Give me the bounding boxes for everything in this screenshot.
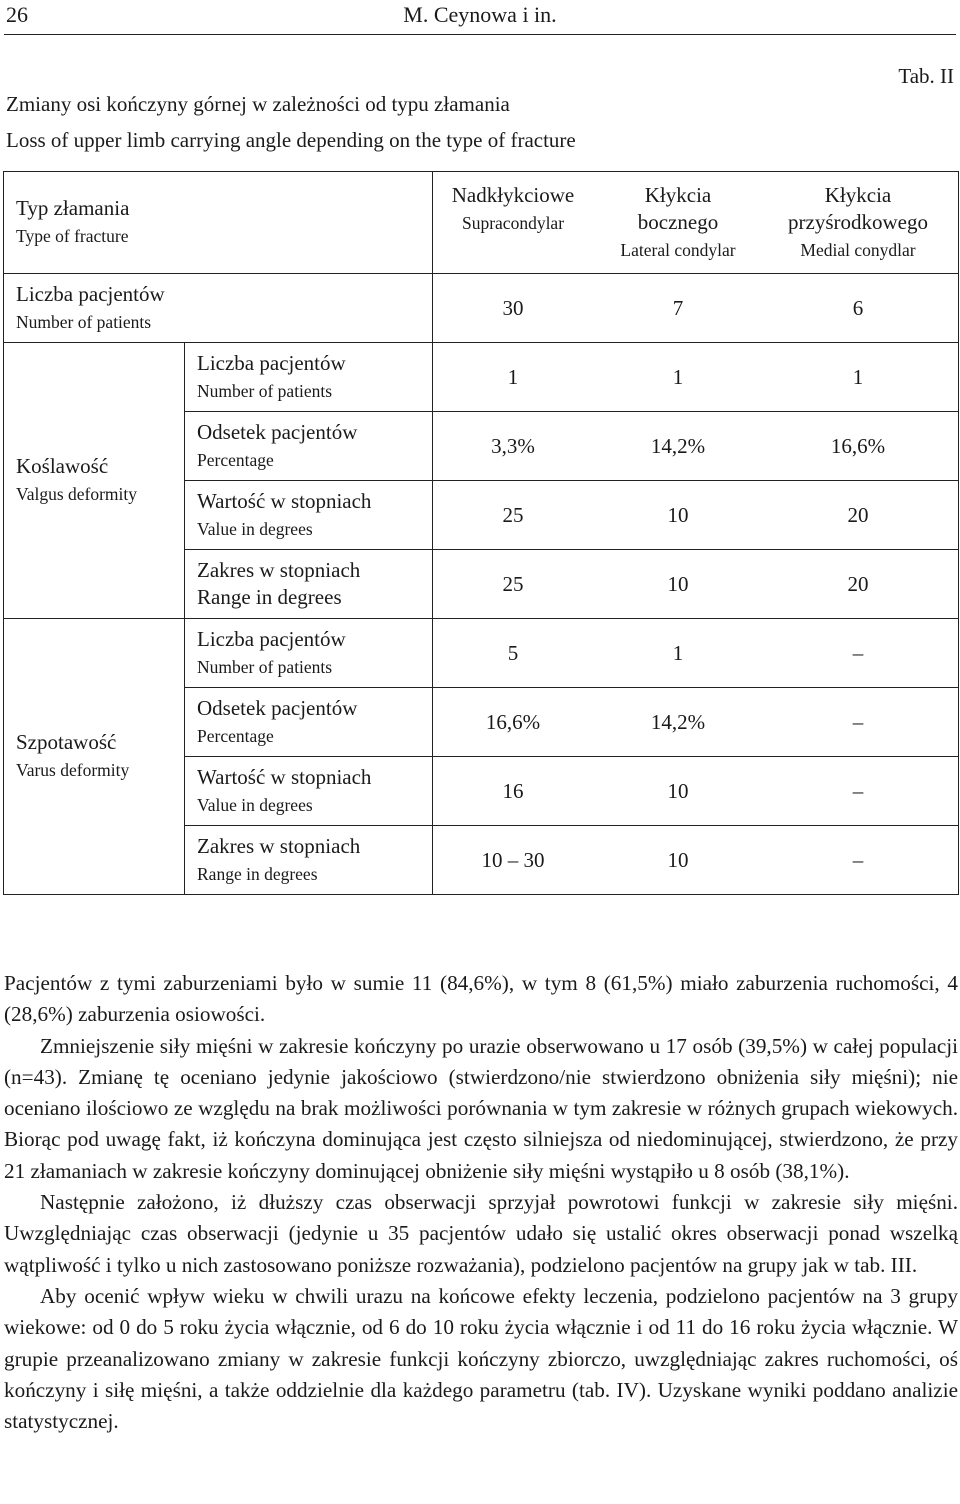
row-label: Zakres w stopniach Range in degrees bbox=[185, 826, 433, 895]
table-row bbox=[4, 619, 959, 688]
paragraph: Pacjentów z tymi zaburzeniami było w sumie 11 (84,6%), w tym 8 (61,5%) miało zaburzenia ruchomości, 4 (28,6%) zaburzenia osiowości. bbox=[4, 971, 958, 1027]
col-header-medial: Kłykcia przyśrodkowego Medial conydlar bbox=[788, 182, 928, 260]
row-label: Wartość w stopniach Value in degrees bbox=[185, 757, 433, 826]
row-values: 1 1 1 bbox=[433, 343, 959, 412]
row-values: 3,3% 14,2% 16,6% bbox=[433, 412, 959, 481]
col-header-supracondylar: Nadkłykciowe Supracondylar bbox=[451, 182, 575, 233]
total-label: Liczba pacjentów Number of patients bbox=[4, 274, 433, 343]
total-values: 30 7 6 bbox=[433, 274, 959, 343]
table-row-total bbox=[4, 274, 959, 343]
row-values: 10 – 30 10 – bbox=[433, 826, 959, 895]
page-number: 26 bbox=[6, 2, 28, 27]
table-caption-en: Loss of upper limb carrying angle depending on the type of fracture bbox=[6, 128, 576, 152]
paragraph: Aby ocenić wpływ wieku w chwili urazu na końcowe efekty leczenia, podzielono pacjentów na 3 grupy wiekowe: od 0 do 5 roku życia włącznie, od 6 do 10 roku życia włącznie i od 11 do 16 roku życia włącznie. W grupie przeanalizowano zmiany w zakresie funkcji kończyny zbiorczo, uwzględniając zakres ruchomości, oś kończyny i siłę mięśni, a także oddzielnie dla każdego parametru (tab. IV). Uzyskane wyniki poddano analizie statystycznej. bbox=[4, 1283, 958, 1434]
valgus-group-label: Koślawość Valgus deformity bbox=[4, 343, 185, 619]
table-caption-pl: Zmiany osi kończyny górnej w zależności od typu złamania bbox=[6, 92, 510, 116]
row-label: Odsetek pacjentów Percentage bbox=[185, 688, 433, 757]
type-of-fracture-header: Typ złamania Type of fracture bbox=[4, 172, 433, 274]
paragraph: Zmniejszenie siły mięśni w zakresie kończyny po urazie obserwowano u 17 osób (39,5%) w całej populacji (n=43). Zmianę tę oceniano jedynie jakościowo (stwierdzono/nie stwierdzono obniżenia siły mięśni); nie oceniano ilościowo ze względu na brak możliwości porównania w tym zakresie w różnych grupach wiekowych. Biorąc pod uwagę fakt, iż kończyna dominująca jest często silniejsza od niedominującej, stwierdzono, że przy 21 złamaniach w zakresie kończyny dominującej obniżenie siły mięśni wystąpiło u 8 osób (38,1%). bbox=[4, 1033, 958, 1183]
table-row bbox=[4, 343, 959, 412]
row-label: Odsetek pacjentów Percentage bbox=[185, 412, 433, 481]
varus-group-label: Szpotawość Varus deformity bbox=[4, 619, 185, 895]
running-title: M. Ceynowa i in. bbox=[403, 2, 557, 27]
body-text bbox=[4, 968, 958, 1437]
row-label: Liczba pacjentów Number of patients bbox=[185, 343, 433, 412]
row-label: Zakres w stopniach Range in degrees bbox=[185, 550, 433, 619]
header-rule bbox=[4, 34, 956, 35]
fracture-table bbox=[3, 171, 959, 895]
table-header-row bbox=[4, 172, 959, 274]
row-values: 16 10 – bbox=[433, 757, 959, 826]
row-label: Wartość w stopniach Value in degrees bbox=[185, 481, 433, 550]
page-header bbox=[0, 0, 960, 36]
paragraph: Następnie założono, iż dłuższy czas obserwacji sprzyjał powrotowi funkcji w zakresie siły mięśni. Uwzględniając czas obserwacji (jedynie u 35 pacjentów udało się ustalić okres obserwacji ponad wszelką wątpliwość i tylko u nich zastosowano poniższe rozważania), podzielono pacjentów na grupy jak w tab. III. bbox=[4, 1190, 958, 1277]
table-label: Tab. II bbox=[898, 64, 954, 88]
row-values: 5 1 – bbox=[433, 619, 959, 688]
row-values: 25 10 20 bbox=[433, 481, 959, 550]
fracture-type-headers bbox=[433, 172, 959, 274]
row-values: 25 10 20 bbox=[433, 550, 959, 619]
col-header-lateral: Kłykcia bocznego Lateral condylar bbox=[620, 182, 736, 260]
row-label: Liczba pacjentów Number of patients bbox=[185, 619, 433, 688]
row-values: 16,6% 14,2% – bbox=[433, 688, 959, 757]
